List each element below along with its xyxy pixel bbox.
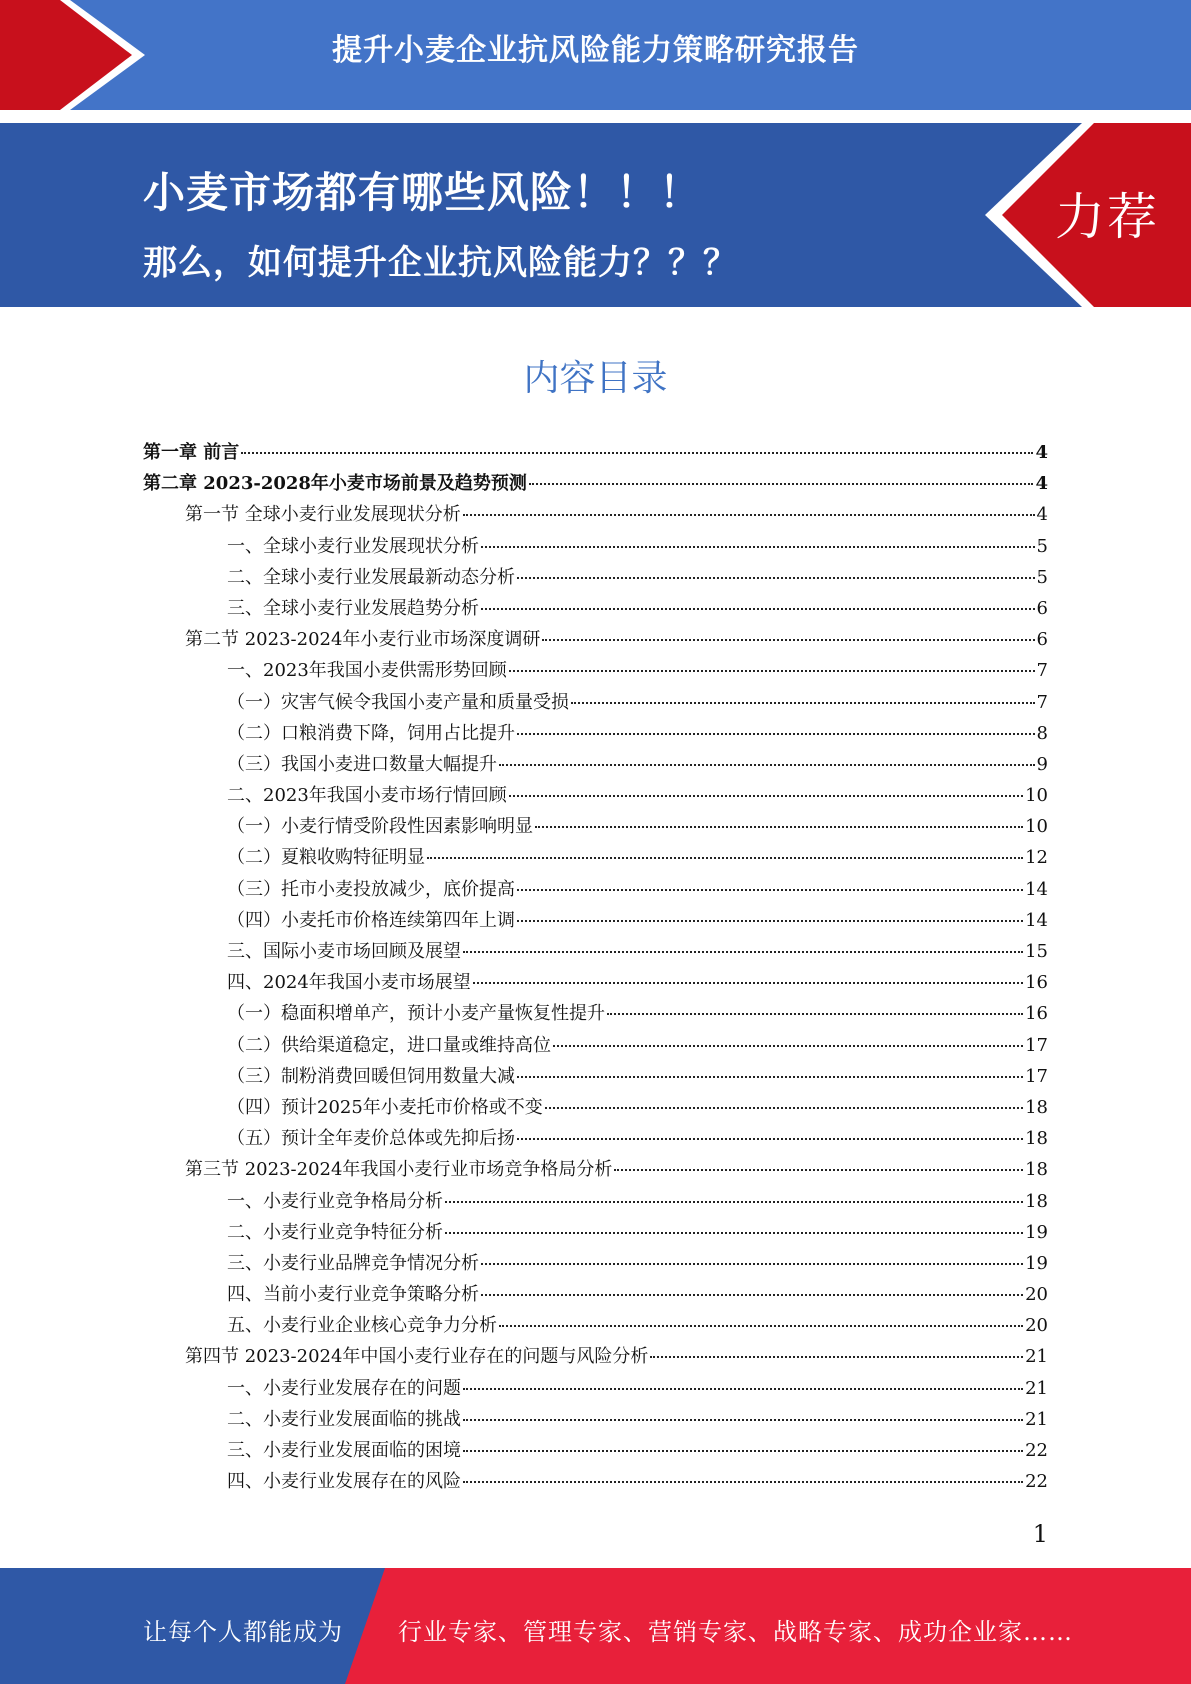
toc-leader-dots [517, 1076, 1023, 1078]
footer-slogan-left: 让每个人都能成为 [143, 1618, 343, 1646]
toc-entry[interactable] [143, 624, 1048, 655]
toc-entry[interactable] [143, 437, 1048, 468]
toc-leader-dots [542, 639, 1034, 641]
toc-leader-dots [517, 733, 1035, 735]
toc-entry[interactable] [143, 1061, 1048, 1092]
toc-entry-page: 18 [1025, 1159, 1048, 1181]
toc-leader-dots [607, 1013, 1023, 1015]
toc-entry[interactable] [143, 936, 1048, 967]
toc-entry-page: 12 [1025, 847, 1048, 869]
toc-entry-page: 17 [1025, 1034, 1048, 1056]
toc-leader-dots [499, 764, 1035, 766]
toc-entry-label: 一、小麦行业竞争格局分析 [227, 1190, 443, 1212]
toc-leader-dots [517, 920, 1023, 922]
toc-leader-dots [553, 1045, 1023, 1047]
toc-leader-dots [517, 889, 1023, 891]
toc-leader-dots [517, 1138, 1023, 1140]
toc-entry[interactable] [143, 1092, 1048, 1123]
toc-entry-page: 22 [1025, 1471, 1048, 1493]
toc-entry[interactable] [143, 1373, 1048, 1404]
toc-leader-dots [545, 1107, 1023, 1109]
toc-entry-page: 14 [1025, 878, 1048, 900]
toc-entry-label: 四、2024年我国小麦市场展望 [227, 972, 471, 994]
toc-entry[interactable] [143, 1217, 1048, 1248]
toc-entry[interactable] [143, 655, 1048, 686]
toc-leader-dots [481, 608, 1035, 610]
toc-entry[interactable] [143, 499, 1048, 530]
toc-entry-label: 二、全球小麦行业发展最新动态分析 [227, 566, 515, 588]
toc-leader-dots [535, 826, 1023, 828]
toc-entry-page: 21 [1025, 1408, 1048, 1430]
toc-entry-page: 5 [1036, 535, 1048, 557]
toc-leader-dots [481, 546, 1035, 548]
toc-entry[interactable] [143, 531, 1048, 562]
toc-entry[interactable] [143, 1123, 1048, 1154]
toc-entry-page: 5 [1036, 566, 1048, 588]
toc-entry-label: 五、小麦行业企业核心竞争力分析 [227, 1315, 497, 1337]
toc-entry[interactable] [143, 905, 1048, 936]
toc-entry[interactable] [143, 1404, 1048, 1435]
toc-entry-label: 第三节 2023-2024年我国小麦行业市场竞争格局分析 [185, 1159, 613, 1181]
toc-entry[interactable] [143, 1435, 1048, 1466]
toc-entry-label: 一、全球小麦行业发展现状分析 [227, 535, 479, 557]
toc-entry[interactable] [143, 1248, 1048, 1279]
toc-leader-dots [463, 1481, 1023, 1483]
toc-leader-dots [445, 1232, 1023, 1234]
toc-entry[interactable] [143, 1030, 1048, 1061]
toc-entry-label: 第一节 全球小麦行业发展现状分析 [185, 504, 461, 526]
toc-leader-dots [463, 1419, 1023, 1421]
toc-leader-dots [517, 577, 1035, 579]
toc-entry-page: 16 [1025, 1003, 1048, 1025]
toc-entry-label: 二、2023年我国小麦市场行情回顾 [227, 785, 507, 807]
toc-leader-dots [650, 1356, 1023, 1358]
toc-entry-page: 20 [1025, 1284, 1048, 1306]
toc-entry[interactable] [143, 780, 1048, 811]
toc-entry-label: 四、当前小麦行业竞争策略分析 [227, 1284, 479, 1306]
toc-entry[interactable] [143, 718, 1048, 749]
toc-entry-page: 21 [1025, 1377, 1048, 1399]
toc-entry-label: 一、2023年我国小麦供需形势回顾 [227, 660, 507, 682]
toc-entry[interactable] [143, 1341, 1048, 1372]
toc-entry-page: 4 [1035, 442, 1048, 463]
toc-leader-dots [463, 514, 1035, 516]
toc-entry[interactable] [143, 998, 1048, 1029]
toc-entry[interactable] [143, 1466, 1048, 1497]
toc-entry-label: 三、全球小麦行业发展趋势分析 [227, 597, 479, 619]
toc-entry[interactable] [143, 811, 1048, 842]
toc-leader-dots [529, 483, 1034, 485]
toc-entry-page: 10 [1025, 785, 1048, 807]
toc-entry[interactable] [143, 562, 1048, 593]
toc-entry[interactable] [143, 687, 1048, 718]
toc-entry[interactable] [143, 967, 1048, 998]
toc-entry-label: （三）制粉消费回暖但饲用数量大减 [227, 1065, 515, 1087]
toc-entry-page: 18 [1025, 1190, 1048, 1212]
toc-entry-label: （一）灾害气候令我国小麦产量和质量受损 [227, 691, 569, 713]
toc-entry-label: 四、小麦行业发展存在的风险 [227, 1471, 461, 1493]
toc-leader-dots [499, 1325, 1023, 1327]
toc-entry-label: （二）供给渠道稳定，进口量或维持高位 [227, 1034, 551, 1056]
page-number: 1 [1032, 1520, 1048, 1548]
toc-entry-label: 第二节 2023-2024年小麦行业市场深度调研 [185, 629, 541, 651]
toc-entry-page: 7 [1036, 660, 1048, 682]
toc-entry-label: 第二章 2023-2028年小麦市场前景及趋势预测 [143, 473, 527, 495]
toc-entry[interactable] [143, 468, 1048, 499]
toc-entry-label: （一）小麦行情受阶段性因素影响明显 [227, 816, 533, 838]
toc-leader-dots [481, 1294, 1023, 1296]
toc-entry-page: 16 [1025, 972, 1048, 994]
toc-entry-page: 14 [1025, 909, 1048, 931]
badge-label: 力荐 [1055, 188, 1159, 246]
toc-entry[interactable] [143, 593, 1048, 624]
toc-entry-page: 20 [1025, 1315, 1048, 1337]
toc-entry-page: 22 [1025, 1440, 1048, 1461]
toc-entry-page: 19 [1025, 1221, 1048, 1243]
toc-entry-label: （四）预计2025年小麦托市价格或不变 [227, 1096, 543, 1118]
toc-entry-label: （二）口粮消费下降，饲用占比提升 [227, 722, 515, 744]
toc-entry-page: 18 [1025, 1128, 1048, 1150]
toc-entry-page: 18 [1025, 1096, 1048, 1118]
toc-entry[interactable] [143, 749, 1048, 780]
toc-entry[interactable] [143, 1186, 1048, 1217]
toc-entry-page: 9 [1036, 753, 1048, 775]
toc-entry-page: 6 [1036, 597, 1048, 619]
toc-leader-dots [509, 670, 1035, 672]
toc-entry-label: （四）小麦托市价格连续第四年上调 [227, 909, 515, 931]
toc-entry-page: 6 [1036, 629, 1048, 651]
table-of-contents [143, 437, 1048, 1497]
toc-entry[interactable] [143, 1310, 1048, 1341]
toc-entry-label: （一）稳面积增单产，预计小麦产量恢复性提升 [227, 1003, 605, 1025]
toc-entry[interactable] [143, 1154, 1048, 1185]
toc-title: 内容目录 [523, 358, 668, 399]
toc-entry[interactable] [143, 842, 1048, 873]
toc-entry-page: 7 [1036, 691, 1048, 713]
toc-entry-page: 8 [1036, 722, 1048, 744]
toc-entry-label: （三）托市小麦投放减少，底价提高 [227, 878, 515, 900]
toc-entry-label: （三）我国小麦进口数量大幅提升 [227, 753, 497, 775]
toc-leader-dots [463, 951, 1023, 953]
toc-leader-dots [463, 1388, 1023, 1390]
toc-leader-dots [614, 1169, 1023, 1171]
toc-leader-dots [427, 857, 1023, 859]
toc-leader-dots [463, 1450, 1023, 1452]
toc-entry-label: （五）预计全年麦价总体或先抑后扬 [227, 1128, 515, 1150]
toc-entry-label: （二）夏粮收购特征明显 [227, 847, 425, 869]
toc-entry-page: 21 [1025, 1346, 1048, 1368]
toc-leader-dots [473, 982, 1023, 984]
toc-entry-label: 二、小麦行业发展面临的挑战 [227, 1408, 461, 1430]
toc-entry-label: 第四节 2023-2024年中国小麦行业存在的问题与风险分析 [185, 1346, 649, 1368]
toc-leader-dots [481, 1263, 1023, 1265]
banner-subheadline: 那么，如何提升企业抗风险能力？？？ [143, 243, 738, 283]
toc-entry-page: 17 [1025, 1065, 1048, 1087]
toc-entry-label: 三、小麦行业发展面临的困境 [227, 1440, 461, 1461]
toc-leader-dots [241, 452, 1033, 454]
toc-entry-page: 19 [1025, 1252, 1048, 1274]
toc-leader-dots [571, 702, 1035, 704]
toc-entry-label: 三、国际小麦市场回顾及展望 [227, 941, 461, 962]
toc-leader-dots [445, 1201, 1023, 1203]
toc-entry-page: 10 [1025, 816, 1048, 838]
toc-entry[interactable] [143, 874, 1048, 905]
toc-entry-page: 15 [1025, 941, 1048, 962]
toc-entry-page: 4 [1036, 504, 1048, 526]
footer-slogan-right: 行业专家、管理专家、营销专家、战略专家、成功企业家…… [398, 1618, 1073, 1646]
toc-entry-label: 一、小麦行业发展存在的问题 [227, 1377, 461, 1399]
toc-leader-dots [509, 795, 1023, 797]
toc-entry-label: 二、小麦行业竞争特征分析 [227, 1221, 443, 1243]
toc-entry-label: 第一章 前言 [143, 442, 240, 463]
report-title: 提升小麦企业抗风险能力策略研究报告 [332, 33, 859, 68]
toc-entry[interactable] [143, 1279, 1048, 1310]
toc-entry-label: 三、小麦行业品牌竞争情况分析 [227, 1252, 479, 1274]
toc-entry-page: 4 [1035, 473, 1048, 495]
banner-headline: 小麦市场都有哪些风险！！！ [143, 168, 703, 217]
